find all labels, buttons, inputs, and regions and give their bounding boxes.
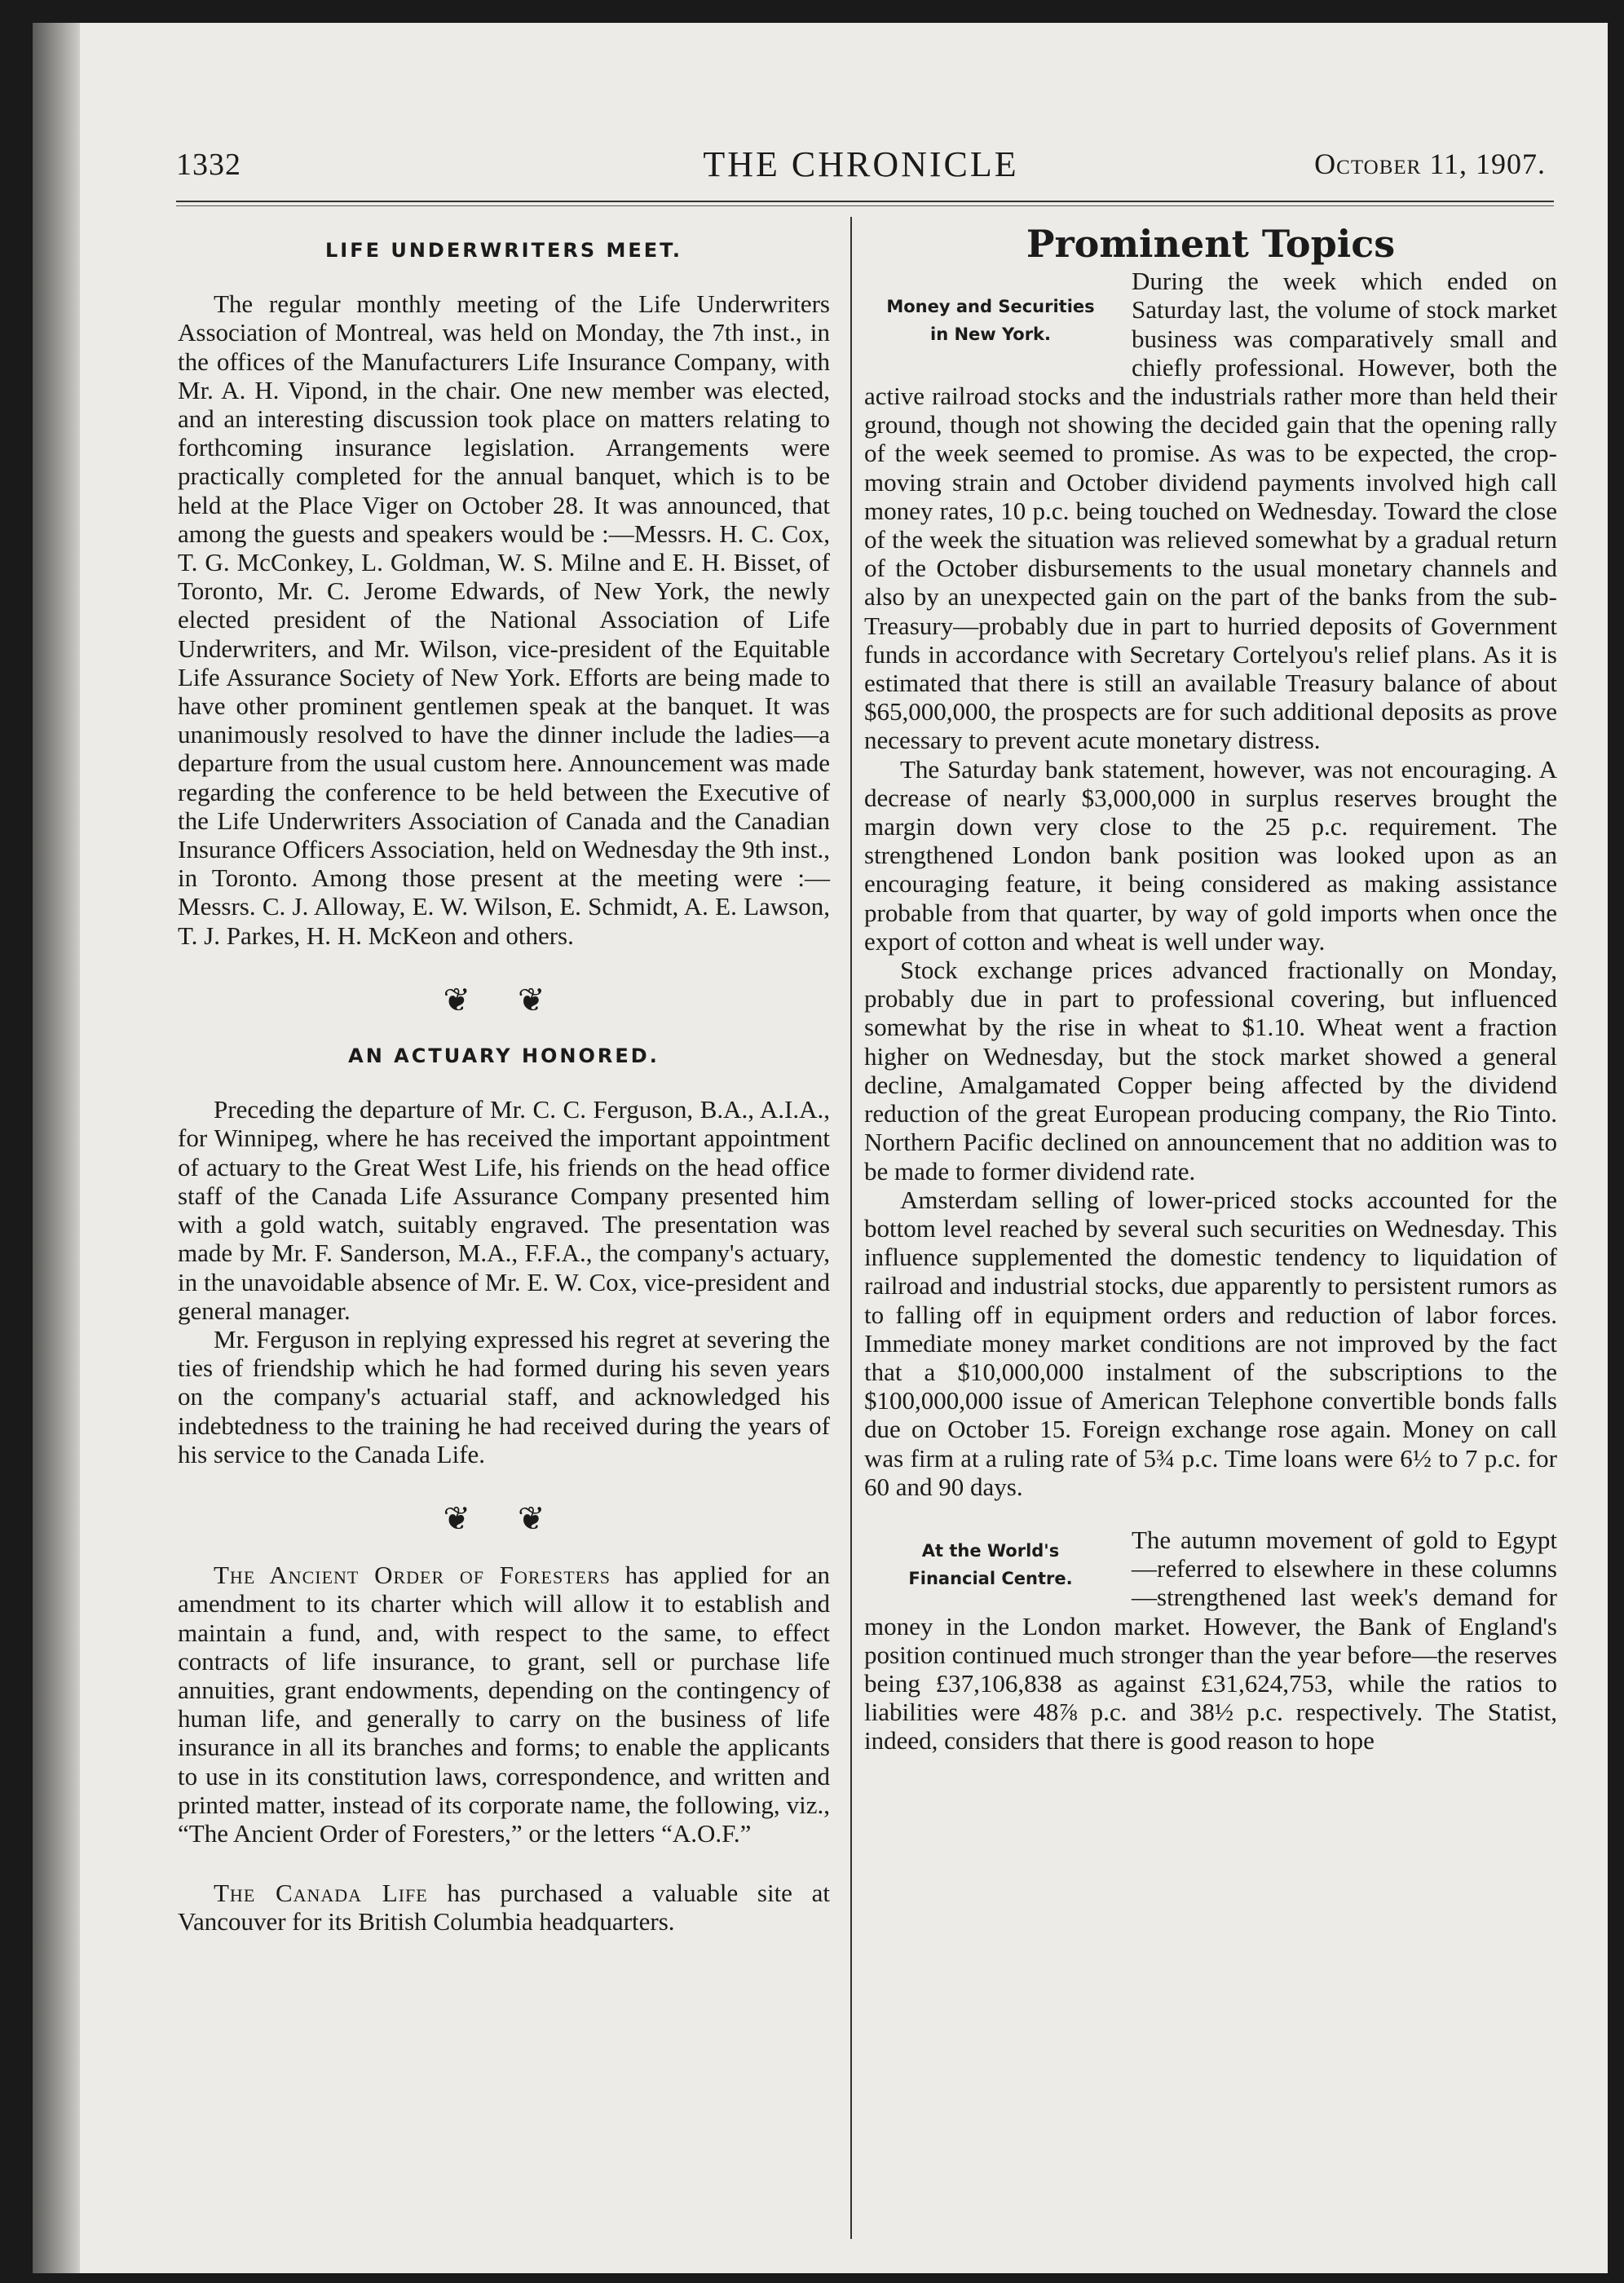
article-heading-life-underwriters: LIFE UNDERWRITERS MEET. bbox=[324, 239, 683, 262]
newspaper-page bbox=[33, 23, 1608, 2273]
article-body-actuary-p2: Mr. Ferguson in replying expressed his regret at severing the ties of friendship which he had formed during his seven years on the company's actuarial staff, and acknowledged his indebtedness to the training he had received during the years of his service to the Canada Life. bbox=[178, 1324, 830, 1468]
topic-money-p2: The Saturday bank statement, however, was not encouraging. A decrease of nearly $3,000,000 in surplus reserves brought the margin down very close to the 25 p.c. requirement. The strengthened London bank position was looked upon as an encouraging feature, it being considered as making assistance probable from that quarter, by way of gold imports when once the export of cotton and wheat is well under way. bbox=[864, 754, 1557, 956]
prominent-topics-heading: Prominent Topics bbox=[1026, 222, 1396, 266]
article-ancient-order-foresters bbox=[178, 1561, 830, 1848]
body-canada-life: has purchased a valuable site at Vancouver for its British Columbia headquarters. bbox=[178, 1879, 830, 1936]
right-column bbox=[864, 222, 1557, 1755]
article-canada-life-site bbox=[178, 1879, 830, 1936]
topic-financial-centre-p1: The autumn movement of gold to Egypt—referred to elsewhere in these columns—strengthened last week's demand for money in the London market. However, the Bank of England's position continued much stronger than the year before—the reserves being £37,106,838 as against £31,624,753, while the ratios to liabilities were 48⅞ p.c. and 38½ p.c. respectively. The Statist, indeed, considers that there is good reason to hope bbox=[864, 1525, 1557, 1755]
sidehead-line: At the World's bbox=[921, 1540, 1060, 1561]
page-number: 1332 bbox=[176, 148, 241, 182]
topic-money-p4: Amsterdam selling of lower-priced stocks accounted for the bottom level reached by several such securities on Wednesday. This influence supplemented the domestic tendency to liquidation of railroad and industrial stocks, due apparently to persistent rumors as to falling off in equipment orders and reduction of labor forces. Immediate money market conditions are not improved by the fact that a $10,000,000 instalment of the subscriptions to the $100,000,000 issue of American Telephone convertible bonds falls due on October 15. Foreign exchange rose again. Money on call was firm at a ruling rate of 5¾ p.c. Time loans were 6½ to 7 p.c. for 60 and 90 days. bbox=[864, 1185, 1557, 1501]
sidehead-line: Money and Securities bbox=[886, 297, 1095, 317]
sidehead-money-securities bbox=[864, 293, 1117, 348]
article-heading-actuary-honored: AN ACTUARY HONORED. bbox=[348, 1044, 660, 1068]
column-divider bbox=[850, 217, 852, 2239]
page-header bbox=[176, 137, 1546, 194]
ornament-divider: ❦ ❦ bbox=[443, 981, 565, 1018]
body-ancient-order: has applied for an amendment to its charter which will allow it to establish and maintain a fund, and, with respect to the same, to effect contracts of life insurance, to grant, sell or purchase life annuities, grant endowments, depending on the contingency of human life, and generally to carry on the business of life insurance in all its branches and forms; to enable the applicants to use in its constitution laws, correspondence, and written and printed matter, instead of its corporate name, the following, viz., “The Ancient Order of Foresters,” or the letters “A.O.F.” bbox=[178, 1561, 830, 1848]
header-rule-thin bbox=[176, 205, 1554, 206]
page-binding-edge bbox=[33, 23, 80, 2273]
lead-canada-life: The Canada Life bbox=[214, 1879, 428, 1908]
sidehead-financial-centre bbox=[864, 1537, 1117, 1592]
topic-money-p1: During the week which ended on Saturday last, the volume of stock market business was comparatively small and chiefly professional. However, both the active railroad stocks and the industrials rather more than held their ground, though not showing the decided gain that the opening rally of the week seemed to promise. As was to be expected, the crop-moving strain and October dividend payments involved high call money rates, 10 p.c. being touched on Wednesday. Toward the close of the week the situation was relieved somewhat by a gradual return of the October disbursements to the usual monetary channels and also by an unexpected gain on the part of the banks from the sub-Treasury—probably due in part to hurried deposits of Government funds in accordance with Secretary Cortelyou's relief plans. As it is estimated that there is still an available Treasury balance of about $65,000,000, the prospects are for such additional deposits as prove necessary to prevent acute monetary distress. bbox=[864, 267, 1557, 755]
sidehead-line: Financial Centre. bbox=[908, 1568, 1073, 1588]
article-body-life-underwriters: The regular monthly meeting of the Life Underwriters Association of Montreal, was held on Monday, the 7th inst., in the offices of the Manufacturers Life Insurance Company, with Mr. A. H. Vipond, in the chair. One new member was elected, and an interesting discussion took place on matters relating to forthcoming insurance legislation. Arrangements were practically completed for the annual banquet, which is to be held at the Place Viger on October 28. It was announced, that among the guests and speakers would be :—Messrs. H. C. Cox, T. G. McConkey, L. Goldman, W. S. Milne and E. H. Bisset, of Toronto, Mr. C. Jerome Edwards, of New York, the newly elected president of the National Association of Life Underwriters, and Mr. Wilson, vice-president of the Equitable Life Assurance Society of New York. Efforts are being made to have other prominent gentlemen speak at the banquet. It was unanimously resolved to have the dinner include the ladies—a departure from the usual custom here. Announcement was made regarding the conference to be held between the Executive of the Life Underwriters Association of Canada and the Canadian Insurance Officers Association, held on Wednesday the 9th inst., in Toronto. Among those present at the meeting were :—Messrs. C. J. Alloway, E. W. Wilson, E. Schmidt, A. E. Lawson, T. J. Parkes, H. H. McKeon and others. bbox=[178, 289, 830, 950]
left-column bbox=[178, 225, 830, 1936]
publication-title: THE CHRONICLE bbox=[703, 144, 1019, 184]
issue-date: October 11, 1907. bbox=[1314, 148, 1546, 180]
topic-money-p3: Stock exchange prices advanced fractionally on Monday, probably due in part to professional covering, but influenced somewhat by the rise in wheat to $1.10. Wheat went a fraction higher on Wednesday, but the stock market showed a general decline, Amalgamated Copper being affected by the dividend reduction of the great European producing company, the Rio Tinto. Northern Pacific declined on announcement that no addition was to be made to former dividend rate. bbox=[864, 956, 1557, 1186]
header-rule bbox=[176, 201, 1554, 202]
article-body-actuary-p1: Preceding the departure of Mr. C. C. Ferguson, B.A., A.I.A., for Winnipeg, where he has received the important appointment of actuary to the Great West Life, his friends on the head office staff of the Canada Life Assurance Company presented him with a gold watch, suitably engraved. The presentation was made by Mr. F. Sanderson, M.A., F.F.A., the company's actuary, in the unavoidable absence of Mr. E. W. Cox, vice-president and general manager. bbox=[178, 1095, 830, 1325]
ornament-divider-2: ❦ ❦ bbox=[443, 1499, 565, 1537]
lead-ancient-order: The Ancient Order of Foresters bbox=[214, 1561, 611, 1590]
sidehead-line: in New York. bbox=[930, 325, 1051, 345]
